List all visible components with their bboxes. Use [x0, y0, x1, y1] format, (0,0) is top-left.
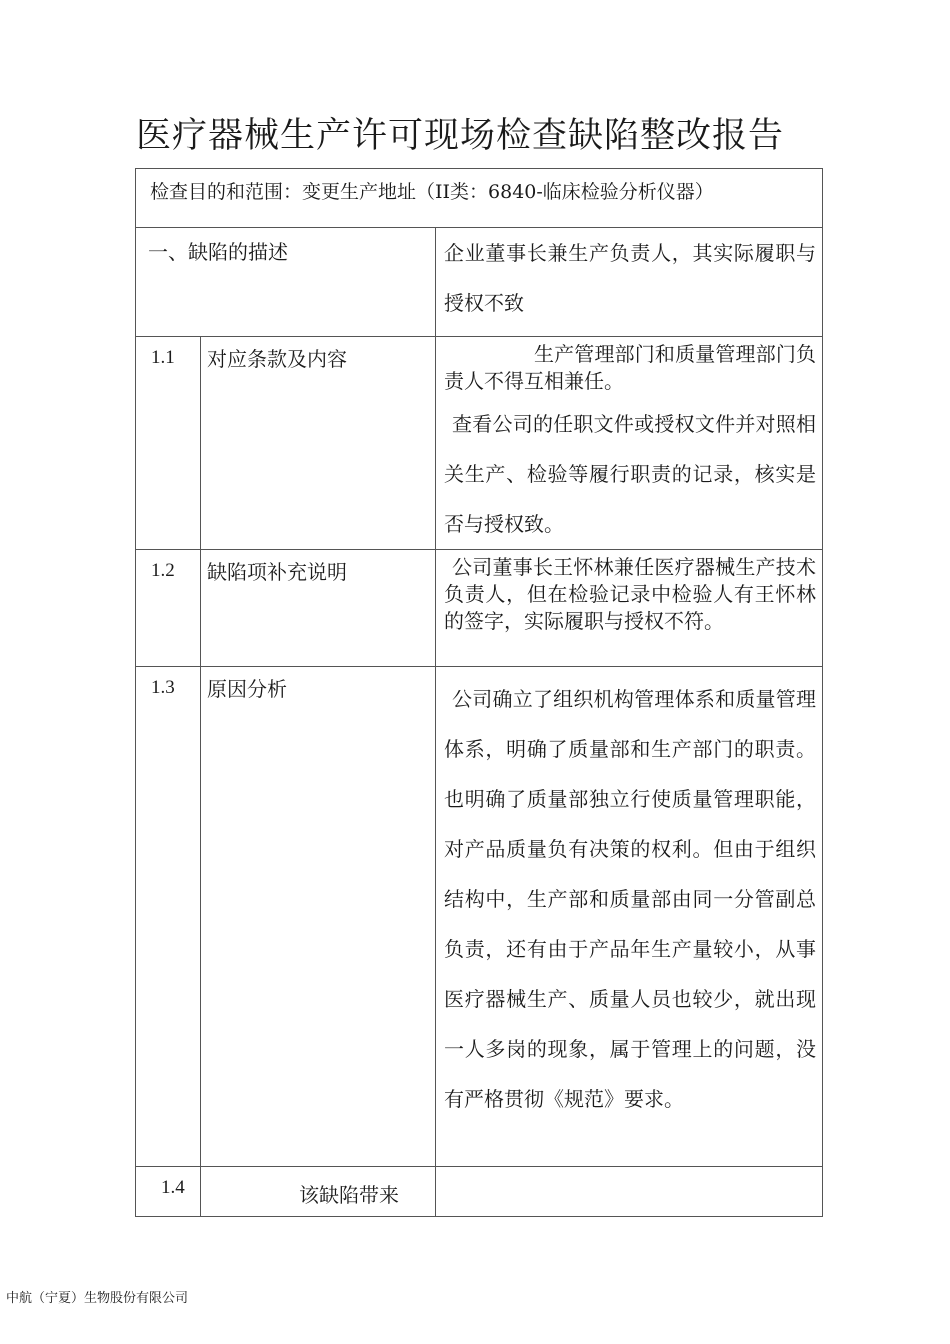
- row-number: 1.2: [136, 550, 201, 667]
- scope-cell: 检查目的和范围：变更生产地址（II类：6840-临床检验分析仪器）: [136, 169, 823, 228]
- row-number: 1.3: [136, 667, 201, 1167]
- supplement-text: 公司董事长王怀林兼任医疗器械生产技术负责人，但在检验记录中检验人有王怀林的签字，实际履职与授权不符。: [444, 555, 817, 633]
- section-1-row: [136, 228, 823, 337]
- clause-text: 生产管理部门和质量管理部门负责人不得互相兼任。: [444, 342, 817, 393]
- row-content: [436, 550, 823, 667]
- section-1-text: 企业董事长兼生产负责人，其实际履职与授权不致: [444, 241, 817, 315]
- section-1-label: 一、缺陷的描述: [136, 228, 436, 337]
- cause-analysis-text: 公司确立了组织机构管理体系和质量管理体系，明确了质量部和生产部门的职责。也明确了质量部独立行使质量管理职能，对产品质量负有决策的权利。但由于组织结构中，生产部和质量部由同一分管副总负责，还有由于产品年生产量较小，从事医疗器械生产、质量人员也较少，就出现一人多岗的现象，属于管理上的问题，没有严格贯彻《规范》要求。: [444, 687, 817, 1111]
- scope-row: [136, 169, 823, 228]
- table-row: [136, 667, 823, 1167]
- row-number: 1.1: [136, 337, 201, 550]
- row-label: 该缺陷带来: [201, 1167, 436, 1217]
- row-content: [436, 667, 823, 1167]
- company-footer: 中航（宁夏）生物股份有限公司: [6, 1291, 189, 1306]
- row-label: 对应条款及内容: [201, 337, 436, 550]
- table-row: [136, 337, 823, 550]
- row-label: 缺陷项补充说明: [201, 550, 436, 667]
- row-content: [436, 337, 823, 550]
- report-title: 医疗器械生产许可现场检查缺陷整改报告: [136, 116, 785, 156]
- row-content: [436, 1167, 823, 1217]
- report-table: [135, 168, 823, 1217]
- row-number: 1.4: [136, 1167, 201, 1217]
- row-label: 原因分析: [201, 667, 436, 1167]
- table-row: [136, 550, 823, 667]
- table-row: [136, 1167, 823, 1217]
- inspection-text: 查看公司的任职文件或授权文件并对照相关生产、检验等履行职责的记录，核实是否与授权致。: [444, 412, 817, 536]
- section-1-text-cell: [436, 228, 823, 337]
